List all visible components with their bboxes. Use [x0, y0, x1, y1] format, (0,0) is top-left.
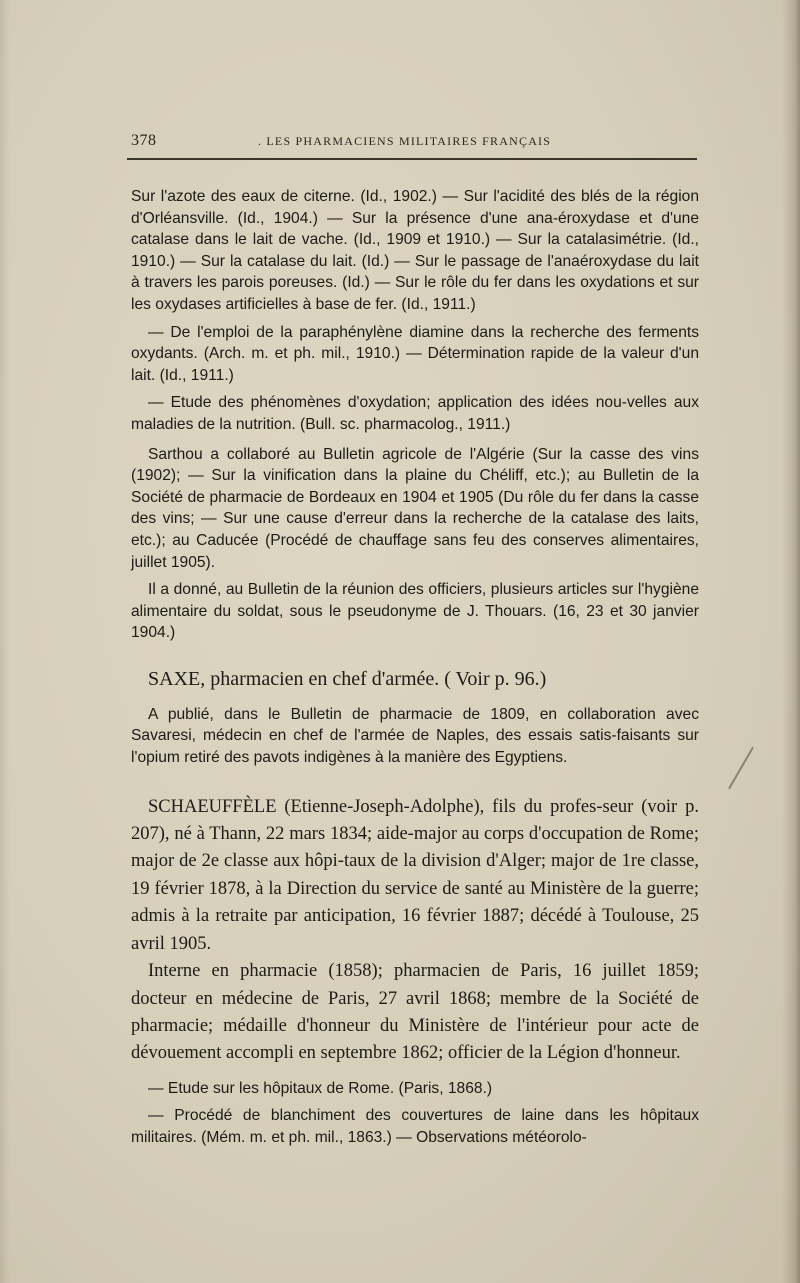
page-header — [131, 132, 699, 154]
paragraph-sarthou-articles: Il a donné, au Bulletin de la réunion des officiers, plusieurs articles sur l'hygiène alimentaire du soldat, sous le pseudonyme de J. Thouars. (16, 23 et 30 janvier 1904.) — [131, 581, 699, 642]
paragraph-schaeuffele-work-2: — Procédé de blanchiment des couvertures de laine dans les hôpitaux militaires. (Mém. m. et ph. mil., 1863.) — Observations météorolo- — [131, 1107, 699, 1146]
header-rule — [127, 158, 697, 160]
paragraph-sarthou-works-2: — De l'emploi de la paraphénylène diamine dans la recherche des ferments oxydants. (Arch. m. et ph. mil., 1910.) — Détermination rapide de la valeur d'un lait. (Id., 1911.) — [131, 323, 699, 384]
page-right-shadow — [782, 0, 800, 1283]
paragraph-sarthou-collaboration: Sarthou a collaboré au Bulletin agricole de l'Algérie (Sur la casse des vins (1902); — Sur la vinification dans la plaine du Chéliff, etc.); au Bulletin de la Société de pharmacie de Bordeaux en 1904 et 1905 (Du rôle du fer dans la casse des vins; — Sur une cause d'erreur dans la recherche de la catalase des laits, etc.); au Caducée (Procédé de chauffage sans feu des conserves alimentaires, juillet 1905). — [131, 445, 699, 571]
entry-heading-saxe: SAXE, pharmacien en chef d'armée. ( Voir p. 96.) — [148, 667, 547, 690]
paragraph-schaeuffele-work-1: — Etude sur les hôpitaux de Rome. (Paris, 1868.) — [148, 1079, 493, 1097]
paragraph-sarthou-works-1: Sur l'azote des eaux de citerne. (Id., 1902.) — Sur l'acidité des blés de la région d'Orléansville. (Id., 1904.) — Sur la présence d'une ana-éroxydase et d'une catalase dans le lait de vache. (Id., 1909 et 1910.) — Sur la catalasimétrie. (Id., 1910.) — Sur la catalase du lait. (Id.) — Sur le passage de l'anaéroxydase du lait à travers les parois poreuses. (Id.) — Sur le rôle du fer dans les oxydations et sur les oxydases artificielles à base de fer. (Id., 1911.) — [131, 188, 699, 313]
paragraph-saxe: A publié, dans le Bulletin de pharmacie de 1809, en collaboration avec Savaresi, médecin en chef de l'armée de Naples, des essais satis-faisants sur l'opium retiré des pavots indigènes à la manière des Egyptiens. — [131, 705, 699, 767]
paragraph-schaeuffele-career: Interne en pharmacie (1858); pharmacien de Paris, 16 juillet 1859; docteur en médecine de Paris, 27 avril 1868; membre de la Société de pharmacie; médaille d'honneur du Ministère de l'intérieur pour acte de dévouement accompli en septembre 1862; officier de la Légion d'honneur. — [131, 961, 699, 1064]
page-body — [131, 186, 699, 1149]
entry-heading-schaeuffele: SCHAEUFFÈLE (Etienne-Joseph-Adolphe), fils du profes-seur (voir p. 207), né à Thann, 22 mars 1834; aide-major au corps d'occupation de Rome; major de 2e classe aux hôpi-taux de la division d'Alger; major de 1re classe, 19 février 1878, à la Direction du service de santé au Ministère de la guerre; admis à la retraite par anticipation, 16 février 1887; décédé à Toulouse, 25 avril 1905. — [131, 796, 699, 954]
running-head: . LES PHARMACIENS MILITAIRES FRANÇAIS — [258, 134, 552, 148]
page-number: 378 — [131, 132, 157, 149]
paragraph-sarthou-works-3: — Etude des phénomènes d'oxydation; application des idées nou-velles aux maladies de la nutrition. (Bull. sc. pharmacolog., 1911.) — [131, 394, 699, 433]
page-left-shadow — [0, 0, 10, 1283]
